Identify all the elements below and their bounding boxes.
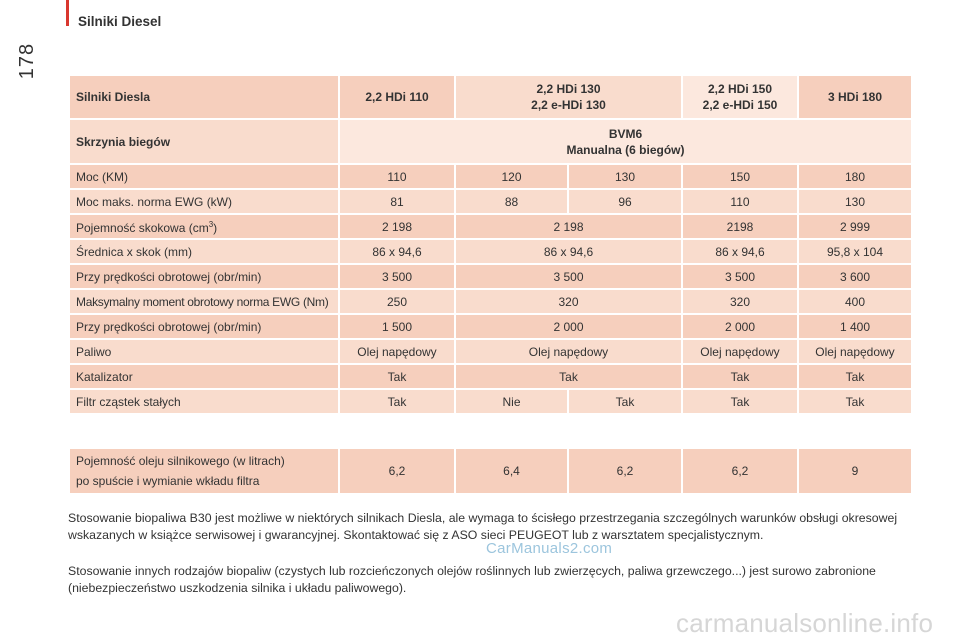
header-accent-bar bbox=[66, 0, 69, 26]
table-row: Pojemność skokowa $(cm^3)$ 2 198 2 198 2198 2 999 bbox=[69, 214, 912, 239]
gearbox-value: BVM6 Manualna (6 biegów) bbox=[339, 119, 912, 164]
table-row: Maksymalny moment obrotowy norma EWG (Nm) 250 320 320 400 bbox=[69, 289, 912, 314]
gearbox-row bbox=[69, 119, 912, 164]
page-number: 178 bbox=[15, 42, 38, 80]
capacity-label: Pojemność skokowa $(cm^3)$ bbox=[69, 214, 339, 239]
biofuel-b30-note: Stosowanie biopaliwa B30 jest możliwe w niektórych silnikach Diesla, ale wymaga to ścisłego przestrzegania szczególnych warunków obsługi okresowej wskazanych w książce serwisowej i gwarancyjnej. Skontaktować się z ASO sieci PEUGEOT lub z warsztatem specjalistycznym. bbox=[68, 511, 898, 542]
table-row: Moc maks. norma EWG (kW) 81 88 96 110 130 bbox=[69, 189, 912, 214]
table-row: Średnica x skok (mm) 86 x 94,6 86 x 94,6 86 x 94,6 95,8 x 104 bbox=[69, 239, 912, 264]
engine-header-cell: 2,2 HDi 130 2,2 e-HDi 130 bbox=[455, 75, 682, 119]
table-row: Moc (KM) 110 120 130 150 180 bbox=[69, 164, 912, 189]
oil-capacity-row: Pojemność oleju silnikowego (w litrach) po spuście i wymianie wkładu filtra 6,2 6,4 6,2 6,2 9 bbox=[69, 448, 912, 494]
oil-capacity-label: Pojemność oleju silnikowego (w litrach) po spuście i wymianie wkładu filtra bbox=[69, 448, 339, 494]
table-row: Przy prędkości obrotowej (obr/min) 1 500 2 000 2 000 1 400 bbox=[69, 314, 912, 339]
oil-capacity-table bbox=[68, 447, 913, 495]
engine-header-cell: 2,2 HDi 110 bbox=[339, 75, 455, 119]
engine-spec-table bbox=[68, 74, 913, 415]
engine-header-cell: 3 HDi 180 bbox=[798, 75, 912, 119]
engine-header-cell: 2,2 HDi 150 2,2 e-HDi 150 bbox=[682, 75, 798, 119]
table-row: Katalizator Tak Tak Tak Tak bbox=[69, 364, 912, 389]
engines-header-row bbox=[69, 75, 912, 119]
section-title: Silniki Diesel bbox=[78, 14, 162, 29]
table-row: Filtr cząstek stałych Tak Nie Tak Tak Tak bbox=[69, 389, 912, 414]
table-row: Paliwo Olej napędowy Olej napędowy Olej napędowy Olej napędowy bbox=[69, 339, 912, 364]
watermark-carmanuals2: CarManuals2.com bbox=[486, 540, 613, 557]
gearbox-label: Skrzynia biegów bbox=[69, 119, 339, 164]
watermark-carmanualsonline: carmanualsonline.info bbox=[676, 608, 934, 638]
biofuel-warning-note: Stosowanie innych rodzajów biopaliw (czystych lub rozcieńczonych olejów roślinnych lub zwierzęcych, paliwa grzewczego...) jest surowo zabronione (niebezpieczeństwo uszkodzenia silnika i układu paliwowego). bbox=[68, 564, 876, 595]
table-row: Przy prędkości obrotowej (obr/min) 3 500 3 500 3 500 3 600 bbox=[69, 264, 912, 289]
engines-label: Silniki Diesla bbox=[69, 75, 339, 119]
